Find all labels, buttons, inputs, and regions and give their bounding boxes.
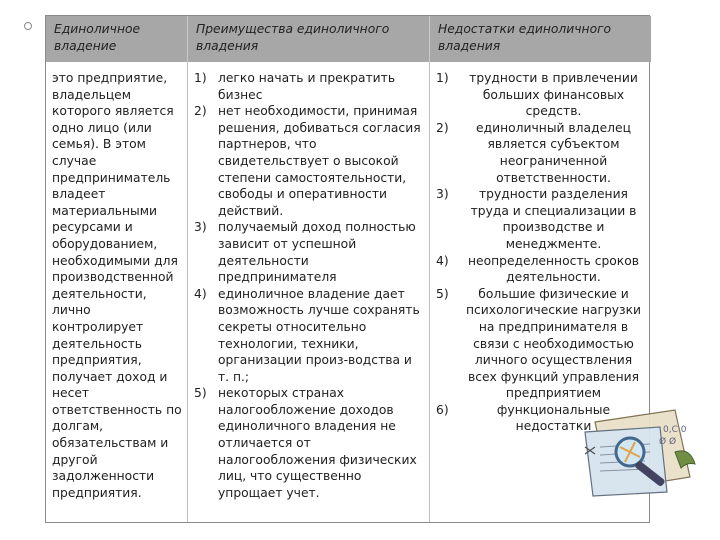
header-advantages: Преимущества единоличного владения <box>188 16 430 62</box>
disadvantage-item-number: 5) <box>436 286 449 301</box>
svg-text:Ø Ø: Ø Ø <box>659 437 677 447</box>
advantage-item-number: 2) <box>194 104 207 119</box>
magnifier-over-papers-icon <box>555 392 705 502</box>
disadvantage-item-text: трудности разделения труда и специализации в производстве и менеджменте. <box>470 187 637 251</box>
advantage-item-text: нет необходимости, принимая решения, добиваться согласия партнеров, что свидетельствует о высокой степени самостоятельности, свободы и оперативности действий. <box>218 104 421 218</box>
advantages-list <box>194 70 425 501</box>
advantage-item-number: 5) <box>194 386 207 401</box>
header-disadvantages: Недостатки единоличного владения <box>430 16 651 62</box>
slide-bullet-icon <box>24 22 32 30</box>
disadvantage-item-text: неопределенность сроков деятельности. <box>467 253 639 285</box>
disadvantage-item <box>436 70 647 120</box>
advantage-item <box>194 70 425 103</box>
advantage-item-number: 4) <box>194 286 207 301</box>
advantage-item-text: некоторых странах налогообложение доходов единоличного владения не отличается от налогообложения физических лиц, что существенно упрощает учет. <box>218 386 417 500</box>
disadvantages-list <box>436 70 647 435</box>
disadvantage-item-text: единоличный владелец является субъектом неограниченной ответственности. <box>476 120 631 185</box>
advantage-item-number: 3) <box>194 220 207 235</box>
disadvantage-item <box>436 186 647 252</box>
disadvantage-item-text: трудности в привлечении больших финансовых средств. <box>469 71 638 119</box>
disadvantage-item-number: 6) <box>436 402 449 417</box>
disadvantage-item <box>436 286 647 402</box>
advantage-item <box>194 103 425 219</box>
advantages-cell <box>188 62 430 522</box>
advantage-item <box>194 385 425 501</box>
advantage-item-text: легко начать и прекратить бизнес <box>218 71 396 102</box>
advantage-item-text: единоличное владение дает возможность лучше сохранять секреты относительно технологии, техники, организации произ-водства и т. п.; <box>218 286 420 384</box>
disadvantage-item-number: 2) <box>436 120 449 135</box>
disadvantage-item-text: большие физические и психологические нагрузки на предпринимателя в связи с необходимостью личного осуществления всех функций управления предприятием <box>466 286 641 401</box>
header-ownership: Единоличное владение <box>46 16 188 62</box>
advantage-item <box>194 286 425 386</box>
advantage-item <box>194 219 425 285</box>
advantage-item-text: получаемый доход полностью зависит от успешной деятельности предпринимателя <box>218 220 416 285</box>
disadvantage-item-number: 4) <box>436 253 449 268</box>
disadvantage-item-text: функциональные недостатки <box>496 402 611 434</box>
disadvantage-item-number: 3) <box>436 187 449 202</box>
definition-cell: это предприятие, владельцем которого является одно лицо (или семья). В этом случае предприниматель владеет материальными ресурсами и оборудованием, необходимыми для производственной деятельности, лично контролирует деятельность предприятия, получает доход и несет ответственность по долгам, обязательствам и другой задолженности предприятия. <box>46 62 188 522</box>
disadvantage-item-number: 1) <box>436 71 449 85</box>
disadvantage-item <box>436 120 647 186</box>
advantage-item-number: 1) <box>194 71 207 85</box>
svg-text:0,C 0: 0,C 0 <box>663 425 687 435</box>
disadvantage-item <box>436 253 647 286</box>
